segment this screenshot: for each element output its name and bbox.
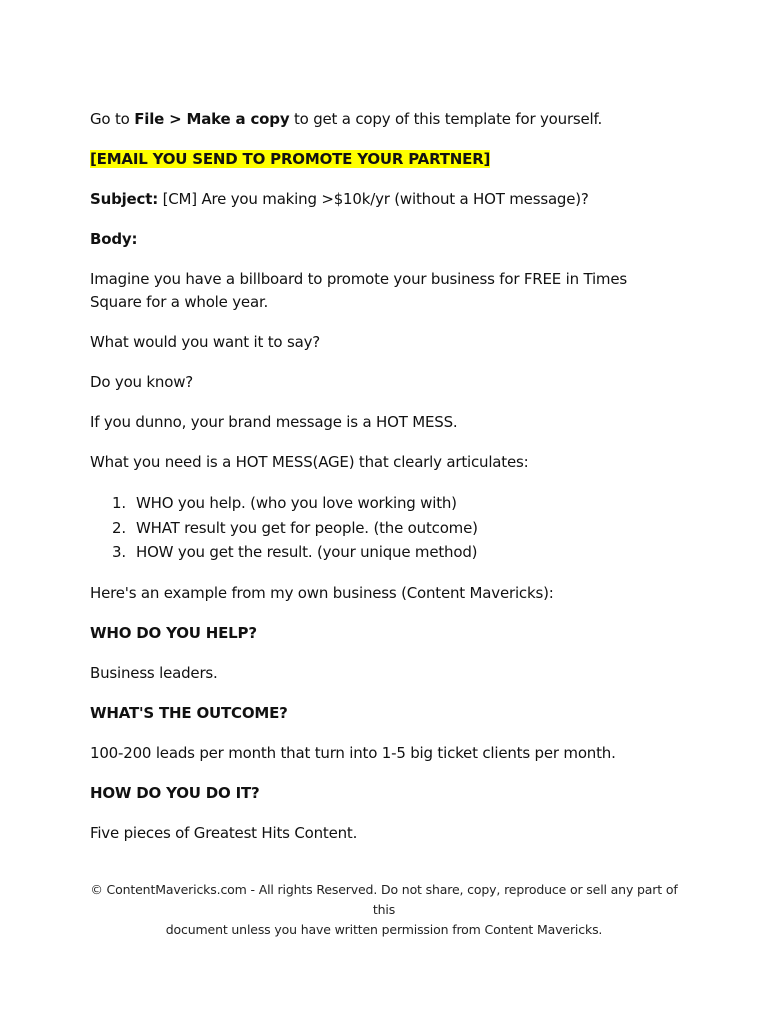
menu-path: File > Make a copy [134,110,290,128]
paragraph-billboard: Imagine you have a billboard to promote your business for FREE in Times Square for a whole year. [90,270,627,311]
question-who [90,622,680,645]
document-body [90,108,680,862]
question-text: HOW DO YOU DO IT? [90,783,260,802]
paragraph-hot-mess: If you dunno, your brand message is a HOT MESS. [90,413,458,431]
body-label [90,228,680,251]
question-text: WHAT'S THE OUTCOME? [90,703,288,722]
subject-line [90,188,680,211]
answer-who: Business leaders. [90,663,218,682]
example-intro: Here's an example from my own business (Content Mavericks): [90,583,554,602]
question-outcome [90,702,680,725]
intro-suffix: to get a copy of this template for yourself. [289,110,603,128]
copyright-footer [84,880,684,940]
list-item: HOW you get the result. (your unique method) [136,543,478,561]
intro-prefix: Go to [90,110,135,128]
question-how [90,782,680,805]
answer-outcome: 100-200 leads per month that turn into 1-5 big ticket clients per month. [90,743,616,762]
subject-label: Subject: [90,190,158,208]
section-heading [90,148,680,171]
paragraph-need: What you need is a HOT MESS(AGE) that clearly articulates: [90,453,529,471]
answer-how: Five pieces of Greatest Hits Content. [90,823,358,842]
intro-paragraph [90,108,680,131]
question-text: WHO DO YOU HELP? [90,623,257,642]
paragraph-do-you-know: Do you know? [90,373,194,391]
footer-line-1: © ContentMavericks.com - All rights Reserved. Do not share, copy, reproduce or sell any part of this [90,882,678,917]
footer-line-2: document unless you have written permission from Content Mavericks. [165,922,603,937]
body-label-text: Body: [90,230,138,248]
highlighted-heading: [EMAIL YOU SEND TO PROMOTE YOUR PARTNER] [90,150,491,168]
list-item: WHAT result you get for people. (the outcome) [136,518,478,537]
subject-text: [CM] Are you making >$10k/yr (without a HOT message)? [158,190,589,208]
steps-list [90,491,680,565]
list-item: WHO you help. (who you love working with) [136,494,457,512]
paragraph-want-to-say: What would you want it to say? [90,333,321,351]
